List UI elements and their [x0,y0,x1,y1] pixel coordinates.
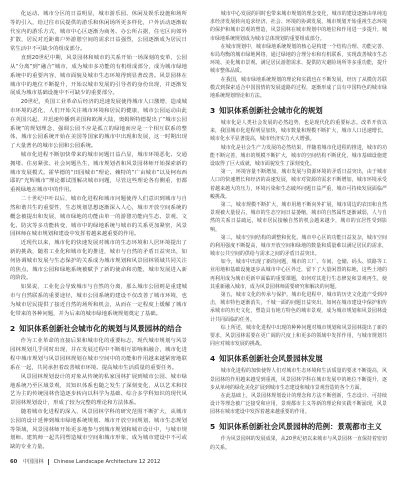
footer-divider [48,459,49,465]
right-paragraph-14: 作为风景园林的发展成果，从20世纪初以来城市与风景园林一直保持着密切的关系。 [210,436,387,451]
left-paragraph-5: 二十世纪中叶以后，城市化进程和城市问题使得人们意识到城市与自然和谐共生的重要性，生态规划思想逐渐深入人心，城市开放空间系统的概念被提出和发展，城市绿地的功能由单一的游憩功能向生态、景观、文化、防灾等多功能转变，城市中的绿地系统与城市的关系更加紧密，风景园林师在城市规划和建设中发挥着越来越重要的作用。 [10,196,187,238]
right-paragraph-1: 城市中心发展的同时也带来城市规划的理念变化，城市的建设逐渐由单纯追求经济发展转向追求经济、社会、环境的协调发展，城市规划开始重视生态环境的保护和城市景观的塑造，风景园林在城市规划中的地位和作用进一步提升，城市绿地系统规划成为城市总体规划的重要组成部分。 [210,11,387,42]
journal-name-en: Chinese Landscape Architecture [53,459,138,465]
left-paragraph-6: 近现代以来，城市化的快速发展对城市的生态环境和人居环境提出了新的挑战，随着工业化和城市化的推进，城市与自然的矛盾日益突出，如何协调城市发展与生态保护的关系成为城市规划和风景园林领域共同关注的焦点，城市公园和绿地系统被赋予了新的使命和功能，城市发展进入新的阶段。 [10,240,187,282]
right-paragraph-7: 第二，城市规模不断扩大，城市用地不断向外扩展，城市周边的农田和自然景观被大量侵占，城市的生态空间日益萎缩，城市的自然属性逐渐减弱，人与自然的关系日益疏远，城市居民接触自然的机会越来越少，城市的宜居性受到影响。 [210,201,387,233]
section-title: 知识体系创新社会城市化的规划与风景园林的结合 [19,324,182,334]
issue-number: 12 2012 [138,459,161,465]
left-paragraph-8: 作为工业革命的直接后果和城市化的重要标志，现代城市规划与风景园林规划几乎同时出现，并在发展过程中不断相互影响和融合，城市化进程中城市规划与风景园林规划在城市空间中的功能和作用越来越紧密地联系在一起，共同承担着改善城市环境、提高城市生活质量的重要任务。 [10,338,187,371]
left-paragraph-10: 随着城市化进程的深入，风景园林学科的研究范围不断扩大，从城市公园的设计延伸到城市绿地系统规划、城市开放空间规划、城市生态规划等领域，风景园林师开始更多地参与到城市规划和城市设计中，与城市规划师、建筑师一起共同塑造城市空间和城市形象，成为城市建设中不可或缺的专业力量。 [10,408,187,451]
section-number: 4 [210,354,216,364]
section-title: 知识体系创新社会风景园林的范例：景观都市主义 [219,422,382,432]
section-title: 知识体系创新社会城市化的规划 [219,106,323,116]
section-heading-2 [10,323,187,334]
journal-name-cn: 中国园林 [22,459,44,465]
section-number: 3 [210,106,216,116]
left-paragraph-3: 20世纪，英国工业革命后经济的迅速发展使得城市人口激增，造成城市环境的恶化，人们开始关注城市环境和居民的健康，城市公园运动由此在英国兴起，并迅速传播到美国和欧洲大陆，奥姆斯特德提出了“城市公园系统”的规划理念，强调公园不应是孤立的绿地而应是一个相互联系的整体，城市公园系统开始在美国等国家的城市中出现和发展，这一时期出现了大量著名的城市公园和公园系统。 [10,99,187,150]
right-paragraph-13: 在此基础上，风景园林规划设计的理念和方法不断创新，生态设计、可持续设计等理念被广泛接受和应用，景观都市主义等新的理论和实践不断涌现，风景园林在城市建设中发挥着越来越重要的作用。 [210,392,387,416]
right-paragraph-5: 城市化是社会生产力发展的必然结果，伴随着城市化进程的推进，城市的功能不断完善，城市的规模不断扩大，城市的空间结构不断优化，城市基础设施建设取得了巨大成就，城市面貌发生了深刻变化。 [210,144,387,167]
right-paragraph-2: 在城市规划中，城市绿地系统规划的核心是构建一个结构合理、功能完善、布局均衡的城市绿地网络，通过绿地的合理分布和有机联系，实现改善城市生态环境、美化城市景观、满足居民游憩需求、提供防灾避险场所等多重功能，提升城市整体品质。 [210,43,387,75]
page-number: 60 [10,459,18,465]
left-paragraph-1: 化运动、城市分区的日益明显，城市游乐园、休闲及娱乐设施和场所等的引入，给过往市民提供的游乐和休闲场所更多样化，户外活动逐渐取代室内的游乐方式，城市中心区逐渐为商务、办公所占据，住宅区向郊外扩散，居民对近距离户外游憩空间的需求日益强烈，公园逐渐成为居民日常生活中不可缺少的组成部分。 [10,11,187,53]
section-number: 5 [210,422,216,432]
left-paragraph-2: 直到20世纪中期，风景园林和城市的关系开始一场深刻的变革，公园从“分离”到“融合”城市，成为城市多功能的有机组成部分，成为城市绿地系统中的重要内容，城市面貌及城市生态环境得到显著改善。风景园林在城市中的地位不断提升，开始以城市发展的引导者的身份出现，并逐渐发展成为城市基础设施中不可缺少的重要部分。 [10,55,187,97]
right-paragraph-6: 第一，环境容量不断增加，城市发展与资源环境的矛盾日益突出，由于城市人口的快速增长和经济的高速发展，城市对资源的需求不断增加，城市环境承受着越来越大的压力，环境污染和生态破坏问题日益严重，城市可持续发展面临严峻挑战。 [210,169,387,200]
right-paragraph-3: 在我国，城市绿地系统规划的理论和实践也在不断发展，经历了从模仿苏联模式到探索适合中国国情的发展道路的过程，逐渐形成了具有中国特色的城市绿地系统规划理论和方法。 [210,76,387,99]
left-paragraph-9: 风景园林规划设计的对象从传统的私家园林扩展到城市公园、城市绿地系统乃至区域景观，其知识体系也随之发生了深刻变化，从以艺术和技艺为主的传统园林营造逐步转向以科学为基础、综合多学科知识的现代风景园林规划设计，形成了较为完整的理论和方法体系。 [10,373,187,407]
left-paragraph-4: 城市化进程不断加快带来的城市问题日益凸显，城市环境恶化、交通拥堵、住房紧张、社会问题丛生，城市规划者和风景园林师开始探索新的城市发展模式。霍华德的“田园城市”理论、赖特的“广亩城市”以及柯布西耶的“光辉城市”理论都试图解决城市问题，尽管这些理论各有侧重，但都重视绿地在城市中的作用。 [10,152,187,194]
right-paragraph-10: 第五，城市文化的传承与保护。城市化进程中，城市的历史文化遗产受到冲击，城市特色逐渐消失，千城一面的问题日益突出，如何在城市建设中保护和传承城市的历史文化，塑造具有地方特色的城市景观，成为城市规划和风景园林设计共同面临的任务。 [210,292,387,323]
page-footer [10,458,160,466]
right-paragraph-4: 城市化是人类社会发展的必然趋势，也是现代化的重要标志。改革开放以来，我国城市化进程明显加快，城市数量和规模不断扩大，城市人口迅速增长，城市化水平显著提高，城市经济实力大大增强。 [210,120,387,143]
section-number: 2 [10,324,16,334]
section-heading-3 [210,105,387,116]
right-paragraph-8: 第三，城市空间结构的调整和优化。城市中心区的功能日益复杂，城市空间的利用强度不断提高，城市开放空间和绿地的数量和质量难以满足居民的需求，城市公共空间的供给与需求之间的矛盾日益突出。 [210,234,387,258]
left-column [10,10,187,452]
left-paragraph-7: 如果说，工业化会导致城市与自然的分离，那么城市公园则是重建城市与自然联系的重要途径，城市公园系统的建设不仅改善了城市环境，也为城市居民提供了接近自然的场所和机会，从而在一定程度上缓解了城市化带来的各种问题，并为后来的城市绿地系统规划奠定了基础。 [10,284,187,317]
right-paragraph-12: 城市化进程的加快使得人们对城市生态环境和生活质量的要求不断提高，风景园林的作用越来越受到重视，风景园林学科在城市发展中的地位不断提升，逐步从单纯的绿化美化扩展到城市生态建设和城市景观营造的各个方面。 [210,368,387,391]
section-title: 知识体系创新社会风景园林发展 [219,354,323,364]
right-paragraph-9: 如今，城市中出现了新的问题，城市的工厂、车间、仓储、码头、铁路等工业用地和基础设施逐步从城市中心区外迁，留下了大量闲置的棕地，这些土地的再利用成为城市更新中面临的重要课题，如何对其进行生态修复和景观再生，使其重新融入城市，成为风景园林师需要研究和解决的问题。 [210,259,387,290]
right-column [210,10,387,452]
right-paragraph-11: 综上所述，城市化进程中出现的种种问题对城市规划和风景园林提出了新的要求，风景园林需要在更广阔的尺度上和更多的领域中发挥作用，与城市规划共同应对城市发展的挑战。 [210,324,387,348]
section-heading-4 [210,353,387,364]
section-heading-5 [210,421,387,432]
